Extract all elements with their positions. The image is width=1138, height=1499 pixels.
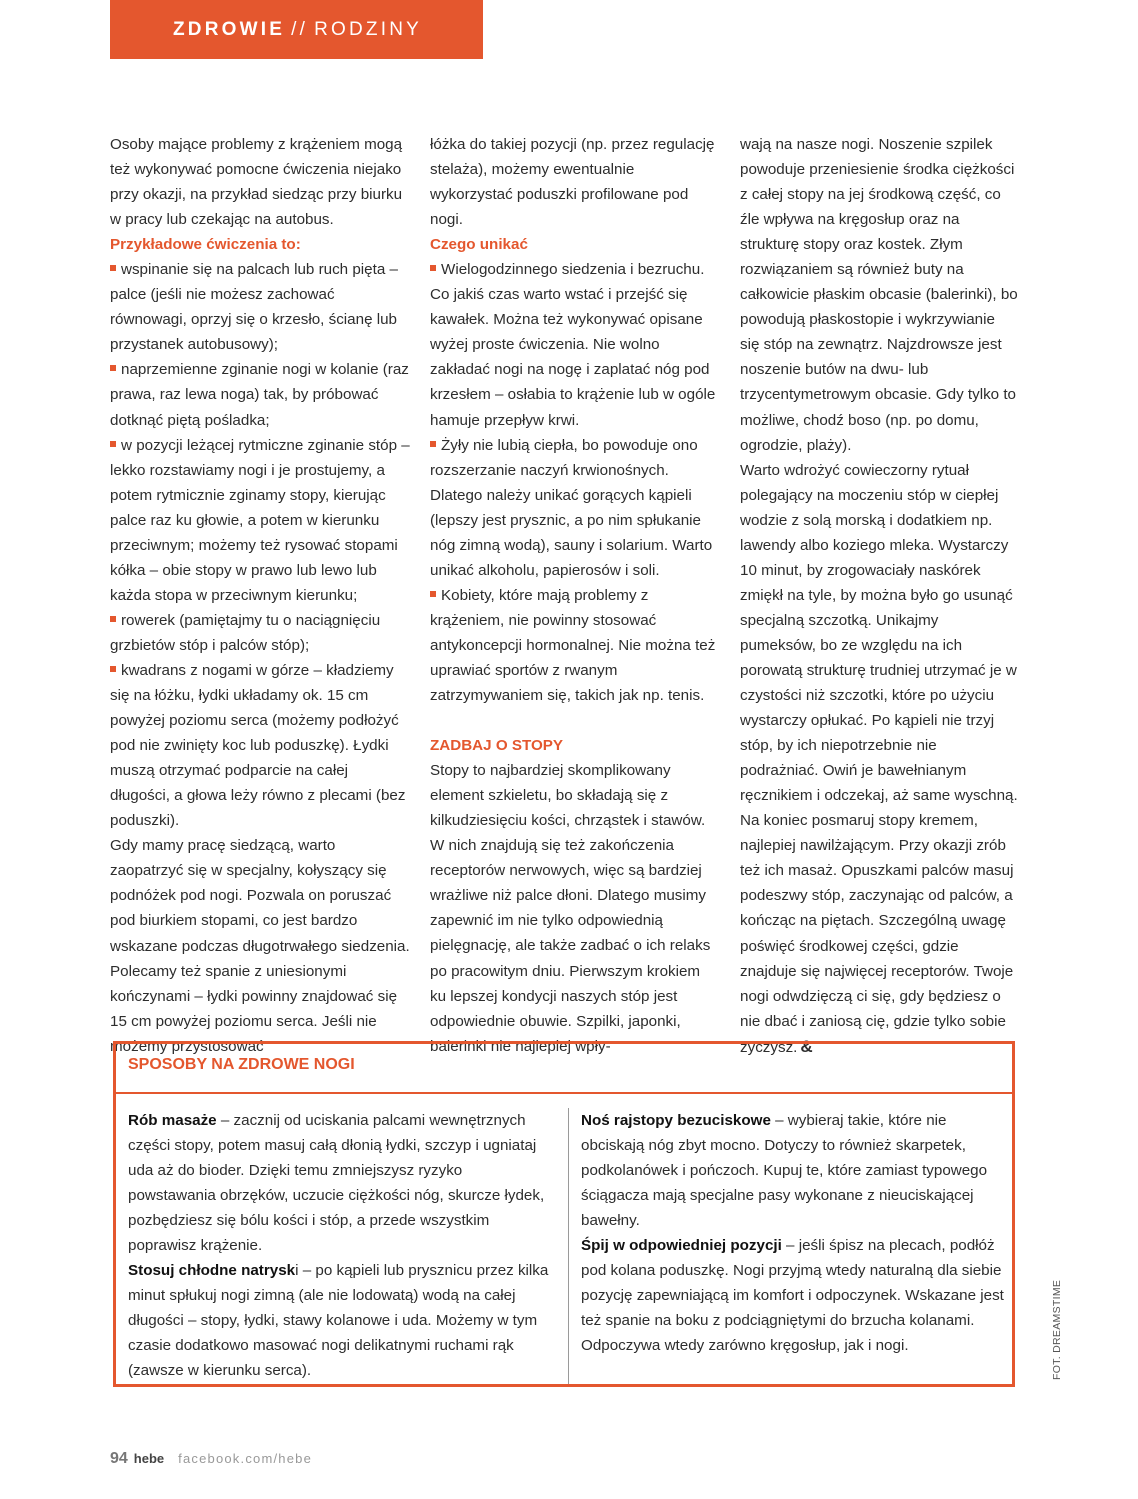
list-item: naprzemienne zginanie nogi w kolanie (raz prawa, raz lewa noga) tak, by próbować dotknąć piętą pośladka; bbox=[110, 361, 409, 429]
article-column-3 bbox=[740, 132, 1018, 1060]
article-column-1 bbox=[110, 132, 410, 1059]
bullet-icon bbox=[430, 265, 436, 271]
bullet-icon bbox=[430, 441, 436, 447]
tip-item: Rób masaże – zacznij od uciskania palcami wewnętrznych części stopy, potem masuj całą dłonią łydki, szczyp i ugniataj uda aż do bioder. Dzięki temu zmniejszysz ryzyko powstawania obrzęków, uczucie ciężkości nóg, skurcze łydek, pozbędziesz się bólu kości i stóp, a przede wszystkim poprawisz krążenie. bbox=[128, 1112, 545, 1255]
article-column-2 bbox=[430, 132, 720, 1059]
tip-item: Noś rajstopy bezuciskowe – wybieraj takie, które nie obciskają nóg zbyt mocno. Dotyczy to również skarpetek, podkolanówek i pończoch. Kupuj te, które zamiast typowego ściągacza mają specjalne pasy wykonane z nieuciskającej bawełny. bbox=[581, 1112, 988, 1230]
facebook-link[interactable]: facebook.com/hebe bbox=[178, 1451, 313, 1466]
bullet-icon bbox=[110, 265, 116, 271]
tips-column-right bbox=[581, 1108, 1004, 1358]
section-name: ZDROWIE bbox=[173, 18, 286, 40]
subsection-name: RODZINY bbox=[314, 18, 422, 40]
photo-credit: FOT. DREAMSTIME bbox=[1051, 1279, 1063, 1380]
paragraph: wają na nasze nogi. Noszenie szpilek powoduje przeniesienie środka ciężkości z całej stopy na jej środkową część, co źle wpływa na kręgosłup oraz na strukturę stopy oraz kostek. Złym rozwiązaniem są również buty na całkowicie płaskim obcasie (balerinki), bo powodują płaskostopie i wykrzywianie się stóp na zewnątrz. Najzdrowsze jest noszenie butów na dwu- lub trzycentymetrowym obcasie. Gdy tylko to możliwe, chodź boso (np. po domu, ogrodzie, plaży). bbox=[740, 136, 1018, 454]
bullet-icon bbox=[110, 441, 116, 447]
tip-item: Stosuj chłodne natryski – po kąpieli lub prysznicu przez kilka minut spłukuj nogi zimną (ale nie lodowatą) wodą na całej długości – stopy, łydki, stawy kolanowe i uda. Możemy w tym czasie dodatkowo masować nogi delikatnymi ruchami rąk (zawsze w kierunku serca). bbox=[128, 1262, 549, 1380]
paragraph: Osoby mające problemy z krążeniem mogą też wykonywać pomocne ćwiczenia niejako przy okazji, na przykład siedząc przy biurku w pracy lub czekając na autobus. bbox=[110, 136, 403, 229]
paragraph: łóżka do takiej pozycji (np. przez regulację stelaża), możemy ewentualnie wykorzystać poduszki profilowane pod nogi. bbox=[430, 136, 715, 229]
bullet-icon bbox=[110, 666, 116, 672]
brand-logo: hebe bbox=[133, 1451, 165, 1466]
tips-box-title: SPOSOBY NA ZDROWE NOGI bbox=[128, 1056, 355, 1073]
paragraph: Warto wdrożyć cowieczorny rytuał polegający na moczeniu stóp w ciepłej wodzie z solą morską i dodatkiem np. lawendy albo koziego mleka. Wystarczy 10 minut, by zrogowaciały naskórek zmiękł na tyle, by można było go usunąć specjalną szczotką. Unikajmy pumeksów, bo ze względu na ich porowatą strukturę trudniej utrzymać je w czystości niż szczotki, które po użyciu wystarczy opłukać. Po kąpieli nie trzyj stóp, by ich niepotrzebnie nie podrażniać. Owiń je bawełnianym ręcznikiem i odczekaj, aż same wyschną. Na koniec posmaruj stopy kremem, najlepiej nawilżającym. Przy okazji zrób też ich masaż. Opuszkami palców masuj podeszwy stóp, zaczynając od palców, a kończąc na piętach. Szczególną uwagę poświęć środkowej części, gdzie znajduje się najwięcej receptorów. Twoje nogi odwdzięczą ci się, gdy będziesz o nie dbać i zaniosą cię, gdzie tylko sobie życzysz. & bbox=[740, 461, 1018, 1056]
page-footer bbox=[110, 1450, 312, 1468]
bullet-icon bbox=[110, 616, 116, 622]
tips-box bbox=[113, 1041, 1015, 1387]
subheading: Czego unikać bbox=[430, 236, 528, 254]
bullet-icon bbox=[110, 365, 116, 371]
section-separator: // bbox=[291, 18, 309, 40]
list-item: kwadrans z nogami w górze – kładziemy się na łóżku, łydki układamy ok. 15 cm powyżej poziomu serca (możemy podłożyć pod nie zwinięty koc lub poduszkę). Łydki muszą otrzymać podparcie na całej długości, a głowa leży równo z plecami (bez poduszki). bbox=[110, 661, 406, 830]
subheading: Przykładowe ćwiczenia to: bbox=[110, 236, 301, 254]
tips-box-rule bbox=[116, 1092, 1012, 1094]
tip-item: Śpij w odpowiedniej pozycji – jeśli śpisz na plecach, podłóż pod kolana poduszkę. Nogi przyjmą wtedy naturalną dla siebie pozycję zapewniającą im komfort i odpoczynek. Wskazane jest też spanie na boku z podciągniętymi do brzucha kolanami. Odpoczywa wtedy zarówno kręgosłup, jak i nogi. bbox=[581, 1237, 1004, 1355]
page-number: 94 bbox=[110, 1450, 128, 1467]
section-heading: ZADBAJ O STOPY bbox=[430, 737, 564, 755]
paragraph: Stopy to najbardziej skomplikowany element szkieletu, bo składają się z kilkudziesięciu kości, chrząstek i stawów. W nich znajdują się też zakończenia receptorów nerwowych, więc są bardziej wrażliwe niż palce dłoni. Dlatego musimy zapewnić im nie tylko odpowiednią pielęgnację, ale także zadbać o ich relaks po pracowitym dniu. Pierwszym krokiem ku lepszej kondycji naszych stóp jest odpowiednie obuwie. Szpilki, japonki, balerinki nie najlepiej wpły- bbox=[430, 762, 711, 1055]
tips-column-left bbox=[128, 1108, 553, 1384]
list-item: wspinanie się na palcach lub ruch pięta – palce (jeśli nie możesz zachować równowagi, oprzyj się o krzesło, ścianę lub przystanek autobusowy); bbox=[110, 261, 398, 354]
list-item: Wielogodzinnego siedzenia i bezruchu. Co jakiś czas warto wstać i przejść się kawałek. Można też wykonywać opisane wyżej proste ćwiczenia. Nie wolno zakładać nogi na nogę i zaplatać nóg pod krzesłem – osłabia to krążenie lub w ogóle hamuje przepływ krwi. bbox=[430, 261, 716, 429]
list-item: Żyły nie lubią ciepła, bo powoduje ono rozszerzanie naczyń krwionośnych. Dlatego należy unikać gorących kąpieli (lepszy jest prysznic, a po nim spłukanie nóg zimną wodą), sauny i solarium. Warto unikać alkoholu, papierosów i soli. bbox=[430, 436, 713, 579]
paragraph: Gdy mamy pracę siedzącą, warto zaopatrzyć się w specjalny, kołyszący się podnóżek pod nogi. Pozwala on poruszać pod biurkiem stopami, co jest bardzo wskazane podczas długotrwałego siedzenia. Polecamy też spanie z uniesionymi kończynami – łydki powinny znajdować się 15 cm powyżej poziomu serca. Jeśli nie możemy przystosować bbox=[110, 837, 410, 1055]
end-mark-icon: & bbox=[800, 1036, 813, 1056]
list-item: Kobiety, które mają problemy z krążeniem, nie powinny stosować antykoncepcji hormonalnej. Nie można też uprawiać sportów z rwanym zatrzymywaniem się, takich jak np. tenis. bbox=[430, 586, 716, 705]
tips-box-divider bbox=[568, 1108, 569, 1384]
section-header bbox=[110, 0, 483, 59]
bullet-icon bbox=[430, 591, 436, 597]
list-item: rowerek (pamiętajmy tu o naciągnięciu grzbietów stóp i palców stóp); bbox=[110, 611, 381, 654]
list-item: w pozycji leżącej rytmiczne zginanie stóp – lekko rozstawiamy nogi i je prostujemy, a potem rytmicznie zginamy stopy, kierując palce raz ku głowie, a potem w kierunku przeciwnym; możemy też rysować stopami kółka – obie stopy w prawo lub lewo lub każda stopa w przeciwnym kierunku; bbox=[110, 436, 410, 604]
